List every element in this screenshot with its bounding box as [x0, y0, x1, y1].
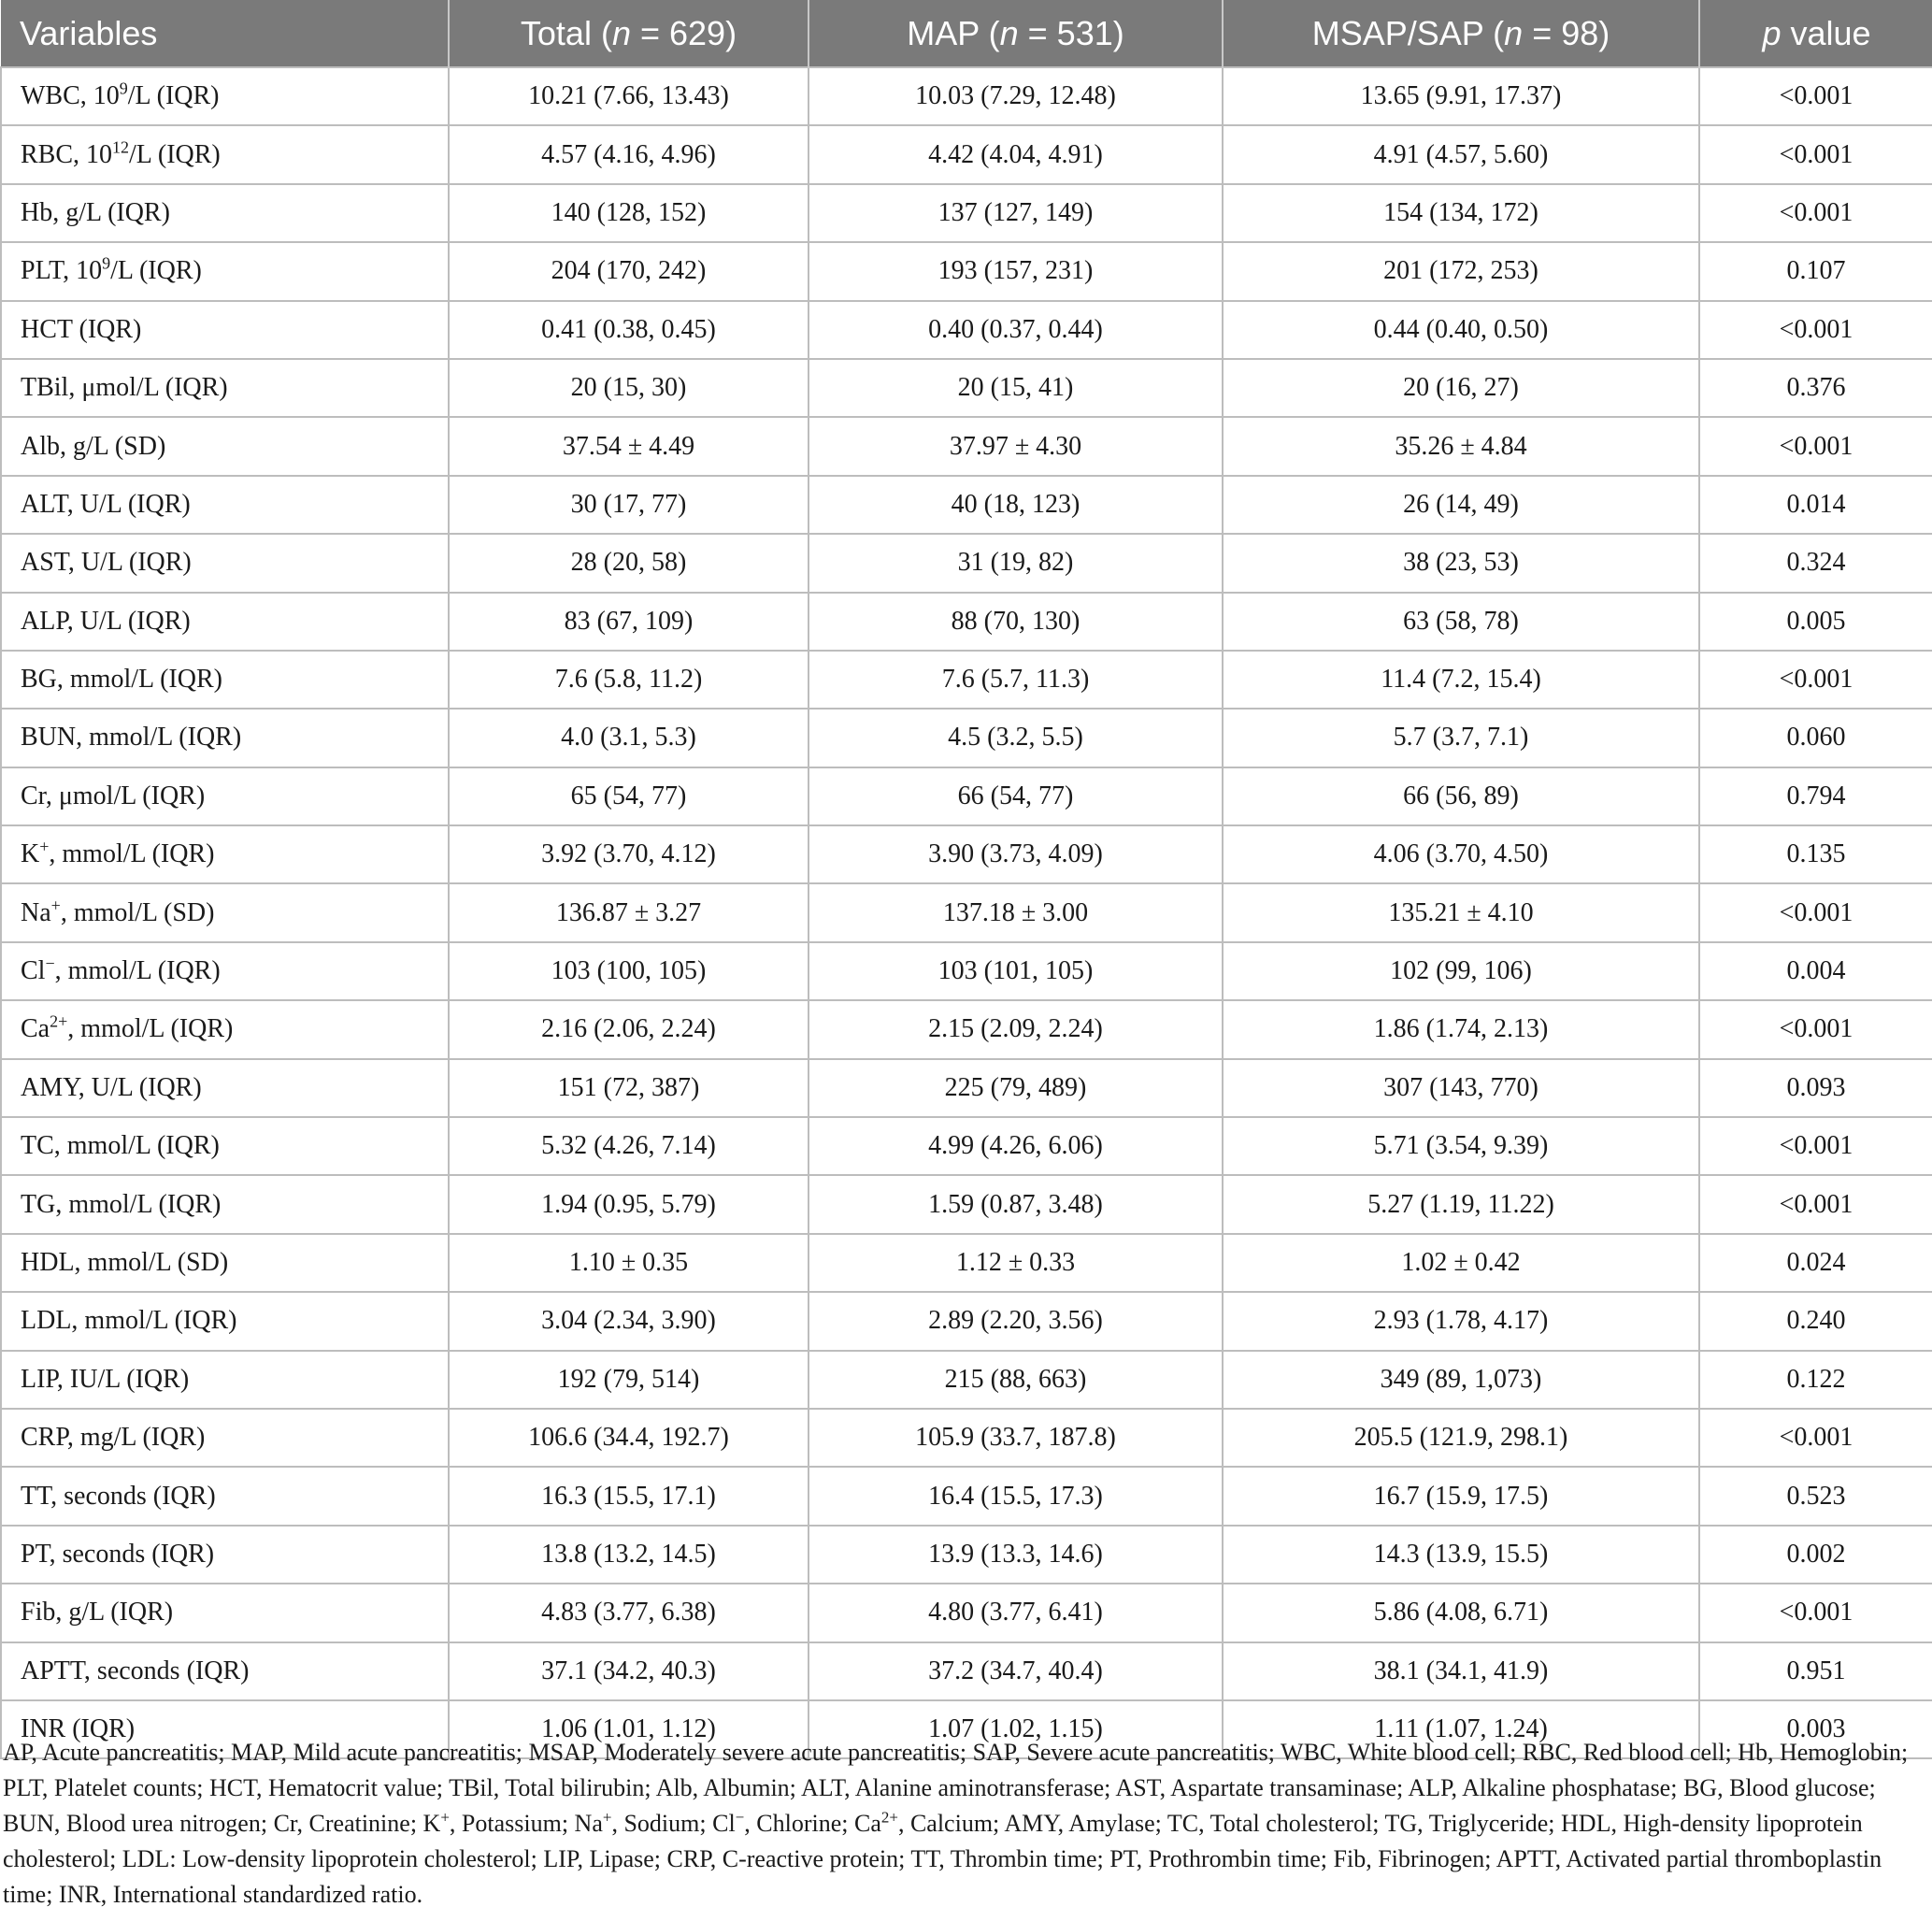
- table-row: [1, 942, 1932, 1000]
- cell-map: 13.9 (13.3, 14.6): [809, 1526, 1223, 1584]
- variable-pre: RBC, 10: [21, 139, 113, 169]
- table-row: [1, 534, 1932, 592]
- cell-p-value: 0.951: [1699, 1642, 1932, 1700]
- cell-variable: [1, 1000, 449, 1058]
- cell-variable: [1, 1292, 449, 1350]
- cell-msap-sap: 38.1 (34.1, 41.9): [1223, 1642, 1699, 1700]
- cell-msap-sap: 5.86 (4.08, 6.71): [1223, 1584, 1699, 1641]
- table-row: [1, 825, 1932, 883]
- cell-msap-sap: 38 (23, 53): [1223, 534, 1699, 592]
- variable-pre: PT, seconds (IQR): [21, 1539, 215, 1569]
- table-row: [1, 651, 1932, 709]
- table-row: [1, 125, 1932, 183]
- cell-variable: [1, 1351, 449, 1409]
- cell-variable: [1, 67, 449, 125]
- cell-total: 65 (54, 77): [449, 767, 809, 825]
- cell-variable: [1, 767, 449, 825]
- cell-map: 40 (18, 123): [809, 476, 1223, 534]
- variable-pre: Cr, μmol/L (IQR): [21, 781, 206, 810]
- variable-pre: BG, mmol/L (IQR): [21, 665, 222, 695]
- cell-p-value: <0.001: [1699, 1584, 1932, 1641]
- table-row: [1, 1059, 1932, 1117]
- footnote-text: AP, Acute pancreatitis; MAP, Mild acute pancreatitis; MSAP, Moderately severe acute pancreatitis; SAP, Severe acute pancreatitis; WBC, White blood cell; RBC, Red blood cell; Hb, Hemoglobin; PLT, Platelet counts; HCT, Hematocrit value; TBil, Total bilirubin; Alb, Albumin; ALT, Alanine aminotransferase; AST, Aspartate transaminase; ALP, Alkaline phosphatase; BG, Blood glucose; BUN, Blood urea nitrogen; Cr, Creatinine; K: [3, 1739, 1909, 1837]
- table-row: [1, 1584, 1932, 1641]
- header-p-value: [1699, 0, 1932, 67]
- cell-map: 20 (15, 41): [809, 359, 1223, 417]
- variable-pre: PLT, 10: [21, 256, 103, 286]
- header-msap-post: = 98): [1523, 13, 1610, 52]
- cell-msap-sap: 35.26 ± 4.84: [1223, 417, 1699, 475]
- cell-variable: [1, 359, 449, 417]
- cell-p-value: <0.001: [1699, 1117, 1932, 1175]
- table-row: [1, 1642, 1932, 1700]
- cell-map: 2.15 (2.09, 2.24): [809, 1000, 1223, 1058]
- cell-map: 137 (127, 149): [809, 184, 1223, 242]
- header-variables-label: Variables: [20, 13, 158, 52]
- table-row: [1, 184, 1932, 242]
- cell-p-value: <0.001: [1699, 67, 1932, 125]
- variable-sup: 2+: [50, 1012, 68, 1032]
- cell-variable: [1, 651, 449, 709]
- cell-msap-sap: 11.4 (7.2, 15.4): [1223, 651, 1699, 709]
- cell-p-value: 0.004: [1699, 942, 1932, 1000]
- cell-msap-sap: 201 (172, 253): [1223, 242, 1699, 300]
- cell-msap-sap: 63 (58, 78): [1223, 593, 1699, 651]
- cell-p-value: <0.001: [1699, 125, 1932, 183]
- cell-msap-sap: 16.7 (15.9, 17.5): [1223, 1467, 1699, 1525]
- table-row: [1, 767, 1932, 825]
- table-row: [1, 242, 1932, 300]
- variable-pre: APTT, seconds (IQR): [21, 1656, 250, 1685]
- variable-pre: Ca: [21, 1014, 50, 1044]
- cell-msap-sap: 205.5 (121.9, 298.1): [1223, 1409, 1699, 1467]
- table-row: [1, 709, 1932, 767]
- cell-variable: [1, 1175, 449, 1233]
- cell-p-value: <0.001: [1699, 1409, 1932, 1467]
- table-row: [1, 1292, 1932, 1350]
- header-msap-n: n: [1504, 13, 1524, 52]
- cell-total: 28 (20, 58): [449, 534, 809, 592]
- header-p-italic: p: [1762, 13, 1782, 52]
- cell-total: 140 (128, 152): [449, 184, 809, 242]
- cell-p-value: 0.240: [1699, 1292, 1932, 1350]
- table-row: [1, 883, 1932, 941]
- cell-map: 2.89 (2.20, 3.56): [809, 1292, 1223, 1350]
- cell-map: 37.2 (34.7, 40.4): [809, 1642, 1223, 1700]
- table-footnote: [3, 1735, 1910, 1913]
- cell-map: 16.4 (15.5, 17.3): [809, 1467, 1223, 1525]
- cell-variable: [1, 593, 449, 651]
- variable-pre: Cl: [21, 956, 46, 986]
- variable-pre: Fib, g/L (IQR): [21, 1598, 174, 1627]
- cell-map: 4.5 (3.2, 5.5): [809, 709, 1223, 767]
- cell-p-value: 0.060: [1699, 709, 1932, 767]
- table-row: [1, 67, 1932, 125]
- header-total-post: = 629): [630, 13, 737, 52]
- cell-variable: [1, 534, 449, 592]
- variable-post: /L (IQR): [127, 81, 220, 111]
- cell-msap-sap: 66 (56, 89): [1223, 767, 1699, 825]
- variable-pre: AMY, U/L (IQR): [21, 1072, 202, 1102]
- cell-total: 1.94 (0.95, 5.79): [449, 1175, 809, 1233]
- cell-variable: [1, 1117, 449, 1175]
- cell-variable: [1, 1642, 449, 1700]
- cell-p-value: 0.107: [1699, 242, 1932, 300]
- cell-total: 13.8 (13.2, 14.5): [449, 1526, 809, 1584]
- cell-total: 10.21 (7.66, 13.43): [449, 67, 809, 125]
- variable-post: /L (IQR): [110, 256, 202, 286]
- variable-sup: +: [50, 896, 61, 915]
- cell-p-value: <0.001: [1699, 301, 1932, 359]
- cell-map: 37.97 ± 4.30: [809, 417, 1223, 475]
- cell-total: 16.3 (15.5, 17.1): [449, 1467, 809, 1525]
- table-row: [1, 417, 1932, 475]
- cell-msap-sap: 2.93 (1.78, 4.17): [1223, 1292, 1699, 1350]
- table-row: [1, 1351, 1932, 1409]
- cell-msap-sap: 154 (134, 172): [1223, 184, 1699, 242]
- header-map-post: = 531): [1018, 13, 1124, 52]
- header-p-post: value: [1781, 13, 1871, 52]
- cell-total: 106.6 (34.4, 192.7): [449, 1409, 809, 1467]
- cell-msap-sap: 5.7 (3.7, 7.1): [1223, 709, 1699, 767]
- cell-total: 20 (15, 30): [449, 359, 809, 417]
- table-row: [1, 1409, 1932, 1467]
- variable-pre: AST, U/L (IQR): [21, 548, 192, 578]
- cell-variable: [1, 1584, 449, 1641]
- table-row: [1, 301, 1932, 359]
- variable-post: , mmol/L (IQR): [67, 1014, 234, 1044]
- cell-total: 5.32 (4.26, 7.14): [449, 1117, 809, 1175]
- cell-total: 7.6 (5.8, 11.2): [449, 651, 809, 709]
- cell-msap-sap: 135.21 ± 4.10: [1223, 883, 1699, 941]
- variable-sup: +: [39, 837, 50, 856]
- footnote-text: , Calcium; AMY, Amylase; TC, Total cholesterol; TG, Triglyceride; HDL, High-density lipoprotein cholesterol; LDL: Low-density lipoprotein cholesterol; LIP, Lipase; CRP, C-reactive protein; TT, Thrombin time; PT, Prothrombin time; Fib, Fibrinogen; APTT, Activated partial thromboplastin time; INR, International standardized ratio.: [3, 1810, 1882, 1908]
- cell-total: 0.41 (0.38, 0.45): [449, 301, 809, 359]
- cell-variable: [1, 709, 449, 767]
- footnote-superscript: +: [440, 1808, 450, 1827]
- cell-msap-sap: 102 (99, 106): [1223, 942, 1699, 1000]
- cell-total: 1.10 ± 0.35: [449, 1234, 809, 1292]
- variable-pre: INR (IQR): [21, 1714, 136, 1744]
- cell-variable: [1, 476, 449, 534]
- cell-map: 10.03 (7.29, 12.48): [809, 67, 1223, 125]
- header-map-pre: MAP (: [907, 13, 1000, 52]
- variable-pre: Na: [21, 897, 51, 927]
- table-body: [1, 67, 1932, 1758]
- cell-msap-sap: 14.3 (13.9, 15.5): [1223, 1526, 1699, 1584]
- cell-map: 0.40 (0.37, 0.44): [809, 301, 1223, 359]
- cell-p-value: 0.093: [1699, 1059, 1932, 1117]
- cell-map: 3.90 (3.73, 4.09): [809, 825, 1223, 883]
- header-map-n: n: [999, 13, 1019, 52]
- table-row: [1, 1467, 1932, 1525]
- cell-p-value: 0.003: [1699, 1700, 1932, 1758]
- cell-variable: [1, 184, 449, 242]
- cell-map: 4.99 (4.26, 6.06): [809, 1117, 1223, 1175]
- cell-variable: [1, 942, 449, 1000]
- footnote-text: , Potassium; Na: [449, 1810, 603, 1837]
- cell-msap-sap: 20 (16, 27): [1223, 359, 1699, 417]
- variable-post: , mmol/L (SD): [60, 897, 215, 927]
- cell-msap-sap: 13.65 (9.91, 17.37): [1223, 67, 1699, 125]
- cell-msap-sap: 4.91 (4.57, 5.60): [1223, 125, 1699, 183]
- header-msap-sap: [1223, 0, 1699, 67]
- cell-map: 103 (101, 105): [809, 942, 1223, 1000]
- cell-total: 2.16 (2.06, 2.24): [449, 1000, 809, 1058]
- cell-map: 7.6 (5.7, 11.3): [809, 651, 1223, 709]
- footnote-superscript: −: [735, 1808, 745, 1827]
- header-msap-pre: MSAP/SAP (: [1311, 13, 1505, 52]
- cell-msap-sap: 1.02 ± 0.42: [1223, 1234, 1699, 1292]
- cell-variable: [1, 1526, 449, 1584]
- variable-pre: Hb, g/L (IQR): [21, 197, 170, 227]
- cell-total: 83 (67, 109): [449, 593, 809, 651]
- header-map: [809, 0, 1223, 67]
- cell-p-value: 0.324: [1699, 534, 1932, 592]
- cell-variable: [1, 1059, 449, 1117]
- cell-msap-sap: 26 (14, 49): [1223, 476, 1699, 534]
- table-row: [1, 1175, 1932, 1233]
- table-row: [1, 1000, 1932, 1058]
- variable-pre: HCT (IQR): [21, 314, 142, 344]
- variable-sup: 12: [112, 137, 130, 157]
- cell-p-value: <0.001: [1699, 1175, 1932, 1233]
- cell-msap-sap: 1.11 (1.07, 1.24): [1223, 1700, 1699, 1758]
- cell-total: 4.0 (3.1, 5.3): [449, 709, 809, 767]
- cell-map: 105.9 (33.7, 187.8): [809, 1409, 1223, 1467]
- cell-p-value: <0.001: [1699, 883, 1932, 941]
- footnote-text: , Chlorine; Ca: [744, 1810, 881, 1837]
- cell-p-value: 0.794: [1699, 767, 1932, 825]
- cell-map: 1.59 (0.87, 3.48): [809, 1175, 1223, 1233]
- cell-msap-sap: 4.06 (3.70, 4.50): [1223, 825, 1699, 883]
- variable-post: , mmol/L (IQR): [49, 839, 215, 869]
- cell-p-value: 0.005: [1699, 593, 1932, 651]
- table-row: [1, 1234, 1932, 1292]
- cell-total: 30 (17, 77): [449, 476, 809, 534]
- cell-p-value: <0.001: [1699, 1000, 1932, 1058]
- cell-variable: [1, 825, 449, 883]
- cell-variable: [1, 417, 449, 475]
- footnote-text: , Sodium; Cl: [611, 1810, 736, 1837]
- cell-p-value: 0.523: [1699, 1467, 1932, 1525]
- header-total-n: n: [611, 13, 631, 52]
- variable-sup: 9: [102, 254, 111, 274]
- cell-total: 192 (79, 514): [449, 1351, 809, 1409]
- table-row: [1, 476, 1932, 534]
- cell-total: 37.54 ± 4.49: [449, 417, 809, 475]
- variable-sup: −: [45, 953, 55, 973]
- cell-map: 1.07 (1.02, 1.15): [809, 1700, 1223, 1758]
- cell-variable: [1, 242, 449, 300]
- variable-sup: 9: [119, 79, 128, 98]
- cell-p-value: 0.135: [1699, 825, 1932, 883]
- cell-total: 136.87 ± 3.27: [449, 883, 809, 941]
- cell-map: 137.18 ± 3.00: [809, 883, 1223, 941]
- variable-pre: K: [21, 839, 40, 869]
- cell-p-value: <0.001: [1699, 184, 1932, 242]
- table-row: [1, 1526, 1932, 1584]
- cell-map: 4.80 (3.77, 6.41): [809, 1584, 1223, 1641]
- cell-total: 1.06 (1.01, 1.12): [449, 1700, 809, 1758]
- header-variables: [1, 0, 449, 67]
- variable-pre: CRP, mg/L (IQR): [21, 1423, 206, 1453]
- variable-post: /L (IQR): [129, 139, 221, 169]
- cell-msap-sap: 5.27 (1.19, 11.22): [1223, 1175, 1699, 1233]
- variable-pre: TC, mmol/L (IQR): [21, 1131, 220, 1161]
- variable-pre: LDL, mmol/L (IQR): [21, 1306, 237, 1336]
- cell-msap-sap: 0.44 (0.40, 0.50): [1223, 301, 1699, 359]
- cell-p-value: 0.122: [1699, 1351, 1932, 1409]
- variable-pre: TG, mmol/L (IQR): [21, 1189, 222, 1219]
- variable-pre: TBil, μmol/L (IQR): [21, 373, 228, 403]
- cell-variable: [1, 883, 449, 941]
- variable-pre: WBC, 10: [21, 81, 120, 111]
- cell-map: 31 (19, 82): [809, 534, 1223, 592]
- cell-variable: [1, 1234, 449, 1292]
- cell-p-value: <0.001: [1699, 651, 1932, 709]
- cell-variable: [1, 125, 449, 183]
- table-row: [1, 593, 1932, 651]
- cell-variable: [1, 1409, 449, 1467]
- cell-total: 151 (72, 387): [449, 1059, 809, 1117]
- cell-msap-sap: 307 (143, 770): [1223, 1059, 1699, 1117]
- cell-total: 4.83 (3.77, 6.38): [449, 1584, 809, 1641]
- variable-pre: BUN, mmol/L (IQR): [21, 723, 242, 753]
- cell-total: 103 (100, 105): [449, 942, 809, 1000]
- cell-map: 1.12 ± 0.33: [809, 1234, 1223, 1292]
- table-row: [1, 1117, 1932, 1175]
- variable-pre: Alb, g/L (SD): [21, 431, 166, 461]
- cell-total: 37.1 (34.2, 40.3): [449, 1642, 809, 1700]
- variable-pre: ALP, U/L (IQR): [21, 606, 191, 636]
- cell-total: 3.92 (3.70, 4.12): [449, 825, 809, 883]
- table-header-row: [1, 0, 1932, 67]
- cell-map: 225 (79, 489): [809, 1059, 1223, 1117]
- cell-map: 215 (88, 663): [809, 1351, 1223, 1409]
- cell-msap-sap: 1.86 (1.74, 2.13): [1223, 1000, 1699, 1058]
- cell-msap-sap: 5.71 (3.54, 9.39): [1223, 1117, 1699, 1175]
- cell-map: 4.42 (4.04, 4.91): [809, 125, 1223, 183]
- footnote-superscript: 2+: [880, 1808, 898, 1827]
- table-row: [1, 359, 1932, 417]
- cell-p-value: 0.014: [1699, 476, 1932, 534]
- cell-p-value: <0.001: [1699, 417, 1932, 475]
- cell-map: 193 (157, 231): [809, 242, 1223, 300]
- variable-pre: ALT, U/L (IQR): [21, 489, 191, 519]
- cell-total: 204 (170, 242): [449, 242, 809, 300]
- cell-msap-sap: 349 (89, 1,073): [1223, 1351, 1699, 1409]
- cell-map: 66 (54, 77): [809, 767, 1223, 825]
- cell-variable: [1, 1467, 449, 1525]
- variable-pre: TT, seconds (IQR): [21, 1481, 216, 1511]
- header-total: [449, 0, 809, 67]
- footnote-superscript: +: [602, 1808, 612, 1827]
- variable-post: , mmol/L (IQR): [54, 956, 221, 986]
- variable-pre: LIP, IU/L (IQR): [21, 1364, 190, 1394]
- cell-p-value: 0.376: [1699, 359, 1932, 417]
- header-total-pre: Total (: [520, 13, 612, 52]
- cell-p-value: 0.024: [1699, 1234, 1932, 1292]
- cell-variable: [1, 301, 449, 359]
- cell-total: 3.04 (2.34, 3.90): [449, 1292, 809, 1350]
- cell-map: 88 (70, 130): [809, 593, 1223, 651]
- variable-pre: HDL, mmol/L (SD): [21, 1248, 229, 1277]
- cell-total: 4.57 (4.16, 4.96): [449, 125, 809, 183]
- cell-p-value: 0.002: [1699, 1526, 1932, 1584]
